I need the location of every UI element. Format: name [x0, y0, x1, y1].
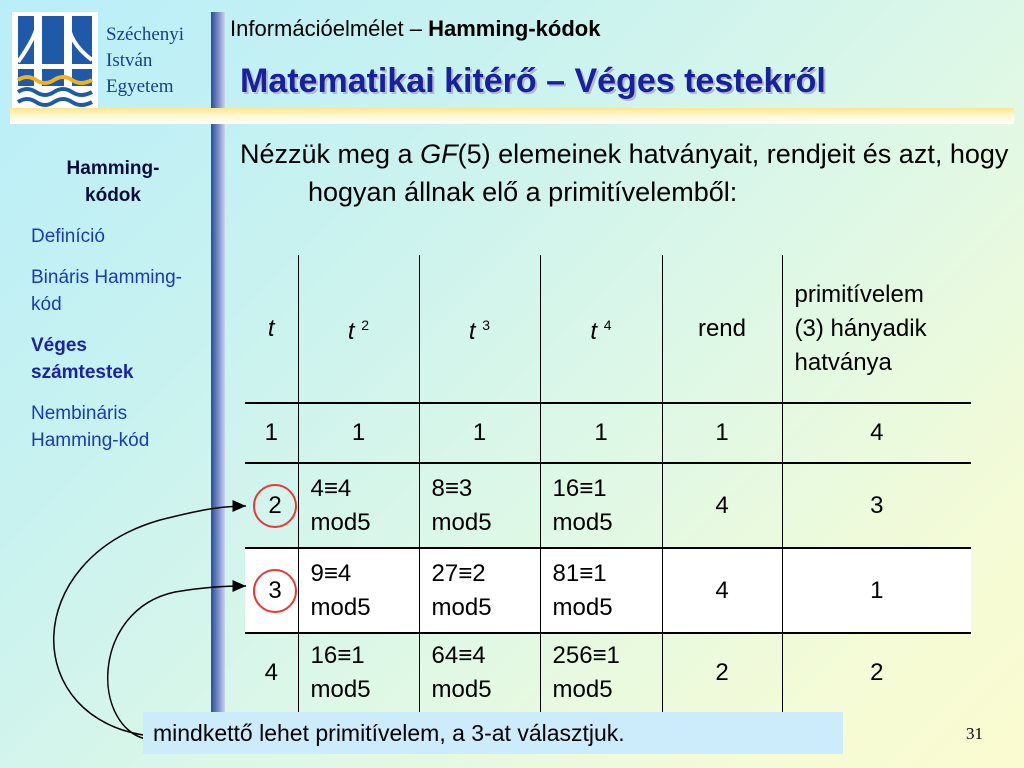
cell-t3: 64≡4 mod5 — [419, 633, 540, 712]
university-logo — [8, 8, 208, 108]
header-rend: rend — [662, 255, 782, 403]
header-t3-var: t — [468, 318, 476, 345]
table-row — [245, 463, 971, 548]
cell-t3: 27≡2 mod5 — [419, 548, 540, 633]
cell-t2: 1 — [298, 403, 419, 463]
sidebar-item-definicio[interactable]: Definíció — [31, 226, 105, 247]
table-header-row — [245, 255, 971, 403]
header-t4-var: t — [590, 318, 598, 345]
cell-t4: 256≡1 mod5 — [540, 633, 662, 712]
cell-t: 1 — [264, 419, 278, 446]
intro-part-1: Nézzük meg a — [240, 139, 421, 169]
header-t — [245, 255, 298, 403]
powers-table — [245, 255, 971, 712]
logo-line-1: Széchenyi — [106, 24, 185, 45]
cell-t — [245, 463, 298, 548]
header-t3-exp: 3 — [482, 317, 491, 333]
cell-t4: 1 — [540, 403, 662, 463]
cell-t2: 4≡4 mod5 — [298, 463, 419, 548]
header-t2-exp: 2 — [361, 317, 370, 333]
cell-rend: 1 — [662, 403, 782, 463]
sidebar-item-binaris[interactable]: Bináris Hamming-kód — [31, 267, 182, 315]
cell-prim: 4 — [782, 403, 971, 463]
sidebar-heading: Hamming- kódok — [66, 158, 160, 206]
table-row — [245, 403, 971, 463]
cell-prim: 2 — [782, 633, 971, 712]
header-t2 — [298, 255, 419, 403]
highlight-circle: 2 — [253, 484, 297, 528]
cell-t2: 9≡4 mod5 — [298, 548, 419, 633]
header-t-var: t — [267, 314, 275, 342]
cell-rend: 2 — [662, 633, 782, 712]
intro-part-2: (5) elemeinek hatványait, rendjeit és azt, hogy hogyan állnak elő a primitívelemből: — [308, 139, 1009, 207]
logo-text — [106, 22, 184, 100]
cell-t3: 8≡3 mod5 — [419, 463, 540, 548]
cell-t4: 81≡1 mod5 — [540, 548, 662, 633]
bridge-logo-icon — [12, 12, 98, 108]
table-row — [245, 633, 971, 712]
cell-prim: 1 — [782, 548, 971, 633]
sidebar-item-nembinaris[interactable]: Nembináris Hamming-kód — [31, 403, 150, 451]
slide-title: Matematikai kitérő – Véges testekről — [240, 62, 826, 100]
cell-t — [245, 548, 298, 633]
sidebar-nav — [20, 155, 206, 454]
cell-t2: 16≡1 mod5 — [298, 633, 419, 712]
subtitle-topic: Hamming-kódok — [428, 16, 601, 41]
table-row — [245, 548, 971, 633]
logo-line-2: István — [106, 50, 153, 71]
intro-text — [240, 135, 1024, 211]
intro-gf: GF — [420, 139, 458, 169]
logo-line-3: Egyetem — [106, 76, 174, 97]
header-t2-var: t — [347, 318, 355, 345]
highlight-circle: 3 — [253, 569, 297, 613]
sidebar-item-veges-szamtestek[interactable]: Véges számtestek — [31, 335, 134, 383]
cell-t4: 16≡1 mod5 — [540, 463, 662, 548]
cell-prim: 3 — [782, 463, 971, 548]
horizontal-divider — [10, 108, 1014, 124]
header-t3 — [419, 255, 540, 403]
header-primitive: primitívelem (3) hányadik hatványa — [782, 255, 971, 403]
slide-subtitle — [230, 16, 600, 42]
cell-t3: 1 — [419, 403, 540, 463]
page-number: 31 — [966, 724, 983, 743]
header-t4 — [540, 255, 662, 403]
conclusion-note: mindkettő lehet primitívelem, a 3-at választjuk. — [143, 712, 843, 754]
cell-rend: 4 — [662, 548, 782, 633]
cell-t: 4 — [264, 659, 278, 686]
header-t4-exp: 4 — [603, 317, 612, 333]
cell-rend: 4 — [662, 463, 782, 548]
subtitle-prefix: Információelmélet – — [230, 16, 429, 41]
